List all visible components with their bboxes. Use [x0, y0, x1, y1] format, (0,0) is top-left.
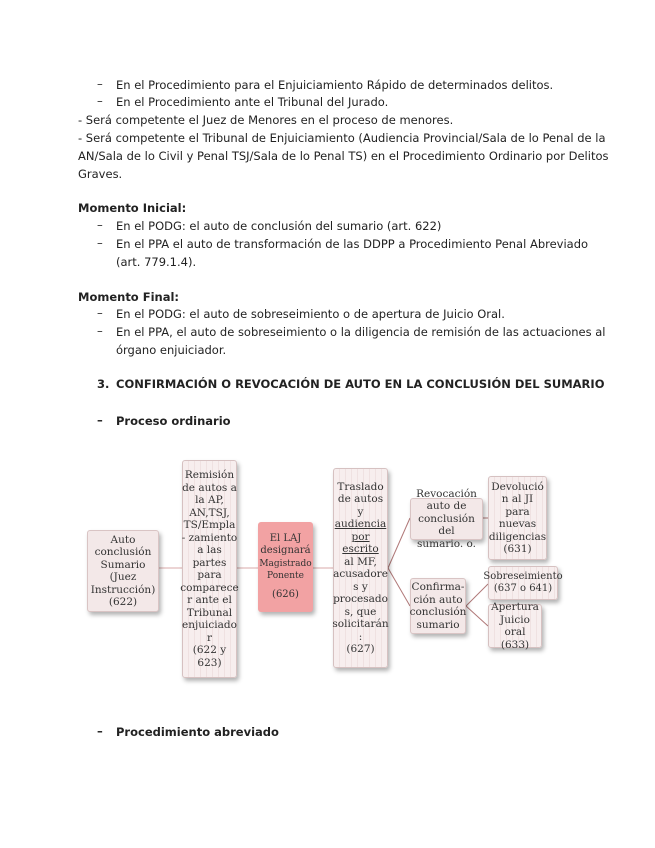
subsection-abreviado: Procedimiento abreviado	[116, 725, 279, 739]
list-dash: –	[97, 236, 103, 250]
auto-conclusion-text: Auto conclusión Sumario (Juez Instrucción) (622)	[90, 533, 156, 608]
traslado-text-audiencia: audiencia	[334, 518, 387, 530]
confirmacion-text: Confirma- ción auto conclusión sumario	[409, 581, 467, 631]
competence-line: - Será competente el Tribunal de Enjuiciamiento (Audiencia Provincial/Sala de lo Penal de la	[78, 131, 606, 145]
connector-line	[466, 606, 488, 626]
revocacion-box	[410, 487, 483, 550]
laj-text-line1: El LAJ	[269, 532, 302, 544]
laj-text-line4: Ponente	[267, 571, 304, 582]
competence-line: - Será competente el Juez de Menores en el proceso de menores.	[78, 113, 454, 127]
list-dash: –	[97, 94, 103, 108]
sobreseimiento-box	[483, 566, 563, 600]
list-item-ppa: En el PPA el auto de transformación de las DDPP a Procedimiento Penal Abreviado	[116, 237, 589, 251]
list-item-rapido: En el Procedimiento para el Enjuiciamiento Rápido de determinados delitos.	[116, 78, 554, 92]
revocacion-text: Revocación auto de conclusión del sumario. o.	[416, 487, 477, 550]
list-dash: –	[97, 324, 103, 338]
traslado-text-escrito: por escrito	[342, 530, 379, 555]
competence-line: Graves.	[78, 167, 123, 181]
momento-inicial-title: Momento Inicial:	[78, 201, 187, 215]
competence-line: AN/Sala de lo Civil y Penal TSJ/Sala de lo Penal TS) en el Procedimiento Ordinario por Delitos	[78, 149, 609, 163]
list-item-ppa-cont: (art. 779.1.4).	[116, 255, 197, 269]
remision-text: Remisión de autos a la AP, AN,TSJ, TS/Empla - zamiento a las partes para comparece r ante el Tribunal enjuiciado r (622 y 623)	[180, 469, 239, 669]
remision-box	[182, 460, 237, 678]
connector-line	[388, 518, 410, 568]
devolucion-box	[488, 476, 547, 560]
auto-conclusion-box	[87, 530, 159, 612]
laj-text-line5: (626)	[272, 588, 299, 600]
section-number: 3.	[97, 377, 110, 391]
traslado-text-pre: Traslado de autos y	[337, 480, 384, 518]
list-item-jurado: En el Procedimiento ante el Tribunal del Jurado.	[116, 95, 389, 109]
list-item-podg-final: En el PODG: el auto de sobreseimiento o de apertura de Juicio Oral.	[116, 307, 505, 321]
section-title: CONFIRMACIÓN O REVOCACIÓN DE AUTO EN LA CONCLUSIÓN DEL SUMARIO	[116, 377, 605, 391]
list-dash: –	[97, 724, 103, 738]
devolucion-text: Devolució n al JI para nuevas diligencias (631)	[488, 480, 547, 555]
connector-line	[388, 568, 410, 606]
traslado-box	[333, 468, 388, 668]
apertura-text: Apertura Juicio oral (633)	[491, 601, 539, 651]
list-dash: –	[97, 218, 103, 232]
list-item-podg: En el PODG: el auto de conclusión del sumario (art. 622)	[116, 219, 442, 233]
list-item-ppa-final: En el PPA, el auto de sobreseimiento o la diligencia de remisión de las actuaciones al	[116, 325, 606, 339]
list-item-ppa-final-cont: órgano enjuiciador.	[116, 343, 227, 357]
apertura-box	[488, 601, 542, 651]
list-dash: –	[97, 306, 103, 320]
list-dash: –	[97, 413, 103, 427]
momento-final-title: Momento Final:	[78, 290, 180, 304]
laj-box	[258, 522, 313, 612]
laj-text-line3: Magistrado	[259, 558, 312, 569]
sobreseimiento-text: Sobreseimiento (637 o 641)	[483, 570, 563, 594]
traslado-text-post: al MF, acusadore s y procesado s, que solicitarán : (627)	[332, 555, 389, 655]
subsection-ordinario: Proceso ordinario	[116, 414, 231, 428]
confirmacion-box	[410, 578, 466, 634]
laj-text-line2: designará	[260, 545, 311, 557]
list-dash: –	[97, 77, 103, 91]
